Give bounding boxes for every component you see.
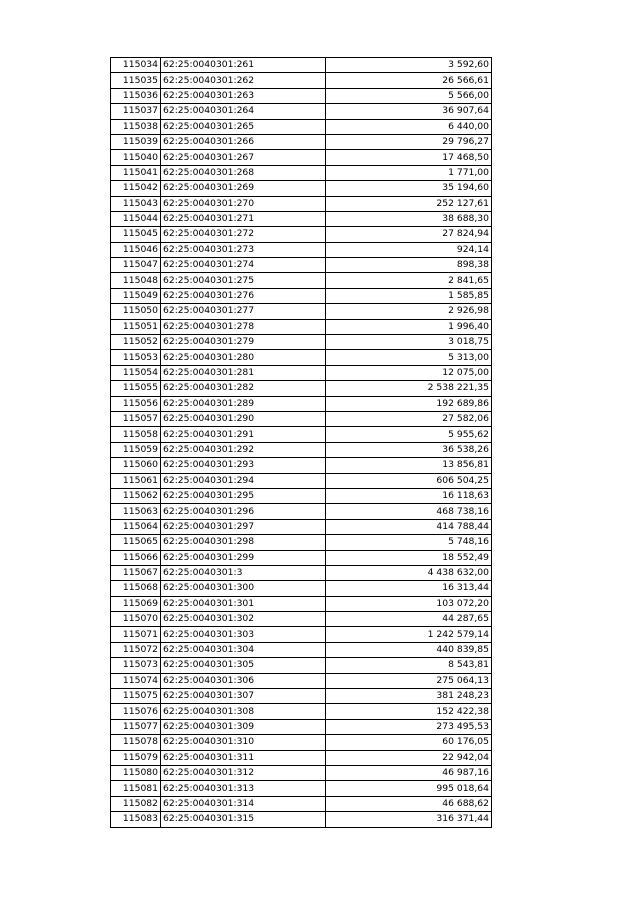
table-row [111,765,492,780]
table-row [111,658,492,673]
cadastral-value-cell: 22 942,04 [326,750,492,765]
cadastral-number-cell: 62:25:0040301:303 [161,627,326,642]
row-id-cell: 115044 [111,211,161,226]
cadastral-value-cell: 35 194,60 [326,181,492,196]
cadastral-number-cell: 62:25:0040301:292 [161,442,326,457]
cadastral-number-cell: 62:25:0040301:313 [161,781,326,796]
row-id-cell: 115046 [111,242,161,257]
row-id-cell: 115068 [111,581,161,596]
row-id-cell: 115042 [111,181,161,196]
table-row [111,411,492,426]
row-id-cell: 115048 [111,273,161,288]
cadastral-number-cell: 62:25:0040301:296 [161,504,326,519]
cadastral-value-cell: 36 538,26 [326,442,492,457]
cadastral-number-cell: 62:25:0040301:279 [161,335,326,350]
cadastral-number-cell: 62:25:0040301:278 [161,319,326,334]
row-id-cell: 115071 [111,627,161,642]
cadastral-value-cell: 60 176,05 [326,735,492,750]
cadastral-number-cell: 62:25:0040301:312 [161,765,326,780]
row-id-cell: 115073 [111,658,161,673]
table-row [111,596,492,611]
cadastral-number-cell: 62:25:0040301:280 [161,350,326,365]
table-row [111,535,492,550]
table-row [111,519,492,534]
cadastral-value-cell: 606 504,25 [326,473,492,488]
cadastral-value-cell: 8 543,81 [326,658,492,673]
cadastral-value-cell: 924,14 [326,242,492,257]
table-row [111,735,492,750]
row-id-cell: 115055 [111,381,161,396]
cadastral-value-cell: 468 738,16 [326,504,492,519]
row-id-cell: 115080 [111,765,161,780]
row-id-cell: 115078 [111,735,161,750]
table-row [111,196,492,211]
table-row [111,58,492,73]
table-row [111,273,492,288]
cadastral-number-cell: 62:25:0040301:265 [161,119,326,134]
cadastral-number-cell: 62:25:0040301:262 [161,73,326,88]
table-row [111,73,492,88]
row-id-cell: 115064 [111,519,161,534]
cadastral-value-cell: 316 371,44 [326,812,492,827]
row-id-cell: 115081 [111,781,161,796]
row-id-cell: 115065 [111,535,161,550]
row-id-cell: 115059 [111,442,161,457]
cadastral-value-cell: 16 313,44 [326,581,492,596]
table-row [111,134,492,149]
row-id-cell: 115083 [111,812,161,827]
table-row [111,104,492,119]
table-row [111,550,492,565]
cadastral-value-cell: 4 438 632,00 [326,565,492,580]
cadastral-value-cell: 36 907,64 [326,104,492,119]
row-id-cell: 115039 [111,134,161,149]
table-row [111,442,492,457]
cadastral-value-cell: 381 248,23 [326,689,492,704]
table-row [111,381,492,396]
cadastral-number-cell: 62:25:0040301:305 [161,658,326,673]
cadastral-number-cell: 62:25:0040301:311 [161,750,326,765]
cadastral-value-cell: 18 552,49 [326,550,492,565]
row-id-cell: 115057 [111,411,161,426]
cadastral-number-cell: 62:25:0040301:263 [161,88,326,103]
table-row [111,258,492,273]
table-row [111,458,492,473]
cadastral-value-cell: 38 688,30 [326,211,492,226]
cadastral-value-cell: 44 287,65 [326,612,492,627]
table-row [111,581,492,596]
table-row [111,396,492,411]
cadastral-number-cell: 62:25:0040301:270 [161,196,326,211]
row-id-cell: 115040 [111,150,161,165]
cadastral-number-cell: 62:25:0040301:264 [161,104,326,119]
row-id-cell: 115058 [111,427,161,442]
cadastral-value-cell: 27 824,94 [326,227,492,242]
row-id-cell: 115049 [111,288,161,303]
table-row [111,119,492,134]
cadastral-value-cell: 1 771,00 [326,165,492,180]
table-row [111,812,492,827]
row-id-cell: 115063 [111,504,161,519]
row-id-cell: 115053 [111,350,161,365]
row-id-cell: 115050 [111,304,161,319]
table-row [111,88,492,103]
row-id-cell: 115045 [111,227,161,242]
cadastral-number-cell: 62:25:0040301:269 [161,181,326,196]
cadastral-number-cell: 62:25:0040301:307 [161,689,326,704]
table-row [111,473,492,488]
table-row [111,689,492,704]
row-id-cell: 115051 [111,319,161,334]
row-id-cell: 115036 [111,88,161,103]
row-id-cell: 115070 [111,612,161,627]
cadastral-number-cell: 62:25:0040301:300 [161,581,326,596]
table-row [111,150,492,165]
cadastral-number-cell: 62:25:0040301:275 [161,273,326,288]
cadastral-value-cell: 3 018,75 [326,335,492,350]
row-id-cell: 115077 [111,719,161,734]
row-id-cell: 115047 [111,258,161,273]
cadastral-value-cell: 1 585,85 [326,288,492,303]
table-row [111,227,492,242]
cadastral-value-cell: 26 566,61 [326,73,492,88]
table-row [111,211,492,226]
cadastral-value-cell: 13 856,81 [326,458,492,473]
table-body [111,58,492,828]
cadastral-number-cell: 62:25:0040301:273 [161,242,326,257]
table-row [111,242,492,257]
row-id-cell: 115034 [111,58,161,73]
cadastral-value-cell: 3 592,60 [326,58,492,73]
cadastral-number-cell: 62:25:0040301:281 [161,365,326,380]
cadastral-number-cell: 62:25:0040301:291 [161,427,326,442]
cadastral-number-cell: 62:25:0040301:297 [161,519,326,534]
cadastral-number-cell: 62:25:0040301:268 [161,165,326,180]
row-id-cell: 115054 [111,365,161,380]
cadastral-number-cell: 62:25:0040301:276 [161,288,326,303]
cadastral-number-cell: 62:25:0040301:298 [161,535,326,550]
cadastral-value-cell: 1 996,40 [326,319,492,334]
row-id-cell: 115038 [111,119,161,134]
cadastral-number-cell: 62:25:0040301:289 [161,396,326,411]
cadastral-number-cell: 62:25:0040301:266 [161,134,326,149]
cadastral-value-cell: 2 841,65 [326,273,492,288]
cadastral-number-cell: 62:25:0040301:302 [161,612,326,627]
cadastral-value-cell: 5 748,16 [326,535,492,550]
cadastral-value-cell: 27 582,06 [326,411,492,426]
table-row [111,304,492,319]
row-id-cell: 115074 [111,673,161,688]
cadastral-value-cell: 5 955,62 [326,427,492,442]
cadastral-number-cell: 62:25:0040301:304 [161,642,326,657]
table-row [111,750,492,765]
cadastral-number-cell: 62:25:0040301:3 [161,565,326,580]
table-row [111,612,492,627]
row-id-cell: 115056 [111,396,161,411]
row-id-cell: 115069 [111,596,161,611]
table-row [111,627,492,642]
row-id-cell: 115041 [111,165,161,180]
table-row [111,719,492,734]
row-id-cell: 115035 [111,73,161,88]
cadastral-value-cell: 192 689,86 [326,396,492,411]
cadastral-value-cell: 17 468,50 [326,150,492,165]
table-row [111,365,492,380]
cadastral-value-cell: 2 926,98 [326,304,492,319]
cadastral-number-cell: 62:25:0040301:294 [161,473,326,488]
row-id-cell: 115072 [111,642,161,657]
table-row [111,319,492,334]
cadastral-number-cell: 62:25:0040301:272 [161,227,326,242]
table-row [111,335,492,350]
row-id-cell: 115060 [111,458,161,473]
cadastral-number-cell: 62:25:0040301:306 [161,673,326,688]
cadastral-value-table [110,57,492,828]
cadastral-number-cell: 62:25:0040301:290 [161,411,326,426]
cadastral-value-cell: 46 688,62 [326,796,492,811]
row-id-cell: 115061 [111,473,161,488]
cadastral-value-cell: 152 422,38 [326,704,492,719]
table-row [111,796,492,811]
row-id-cell: 115067 [111,565,161,580]
table-row [111,565,492,580]
cadastral-number-cell: 62:25:0040301:295 [161,488,326,503]
table-row [111,704,492,719]
cadastral-number-cell: 62:25:0040301:293 [161,458,326,473]
cadastral-number-cell: 62:25:0040301:314 [161,796,326,811]
cadastral-value-cell: 6 440,00 [326,119,492,134]
row-id-cell: 115079 [111,750,161,765]
cadastral-value-cell: 5 566,00 [326,88,492,103]
table-row [111,488,492,503]
cadastral-value-cell: 1 242 579,14 [326,627,492,642]
cadastral-number-cell: 62:25:0040301:309 [161,719,326,734]
cadastral-value-cell: 252 127,61 [326,196,492,211]
cadastral-number-cell: 62:25:0040301:299 [161,550,326,565]
cadastral-number-cell: 62:25:0040301:274 [161,258,326,273]
cadastral-value-cell: 995 018,64 [326,781,492,796]
cadastral-value-cell: 275 064,13 [326,673,492,688]
table-row [111,781,492,796]
table-row [111,350,492,365]
row-id-cell: 115037 [111,104,161,119]
table-row [111,427,492,442]
cadastral-number-cell: 62:25:0040301:282 [161,381,326,396]
cadastral-value-cell: 29 796,27 [326,134,492,149]
cadastral-number-cell: 62:25:0040301:308 [161,704,326,719]
cadastral-value-cell: 16 118,63 [326,488,492,503]
table-row [111,673,492,688]
cadastral-value-cell: 440 839,85 [326,642,492,657]
cadastral-number-cell: 62:25:0040301:301 [161,596,326,611]
cadastral-number-cell: 62:25:0040301:267 [161,150,326,165]
table-row [111,181,492,196]
row-id-cell: 115066 [111,550,161,565]
cadastral-value-cell: 103 072,20 [326,596,492,611]
cadastral-value-cell: 5 313,00 [326,350,492,365]
cadastral-value-cell: 12 075,00 [326,365,492,380]
row-id-cell: 115052 [111,335,161,350]
table-row [111,165,492,180]
cadastral-number-cell: 62:25:0040301:277 [161,304,326,319]
row-id-cell: 115043 [111,196,161,211]
table-row [111,504,492,519]
table-row [111,288,492,303]
cadastral-value-cell: 414 788,44 [326,519,492,534]
cadastral-number-cell: 62:25:0040301:261 [161,58,326,73]
cadastral-value-cell: 46 987,16 [326,765,492,780]
table-row [111,642,492,657]
row-id-cell: 115062 [111,488,161,503]
row-id-cell: 115076 [111,704,161,719]
cadastral-number-cell: 62:25:0040301:315 [161,812,326,827]
row-id-cell: 115075 [111,689,161,704]
cadastral-value-cell: 898,38 [326,258,492,273]
row-id-cell: 115082 [111,796,161,811]
cadastral-value-cell: 2 538 221,35 [326,381,492,396]
cadastral-number-cell: 62:25:0040301:271 [161,211,326,226]
cadastral-value-cell: 273 495,53 [326,719,492,734]
cadastral-number-cell: 62:25:0040301:310 [161,735,326,750]
